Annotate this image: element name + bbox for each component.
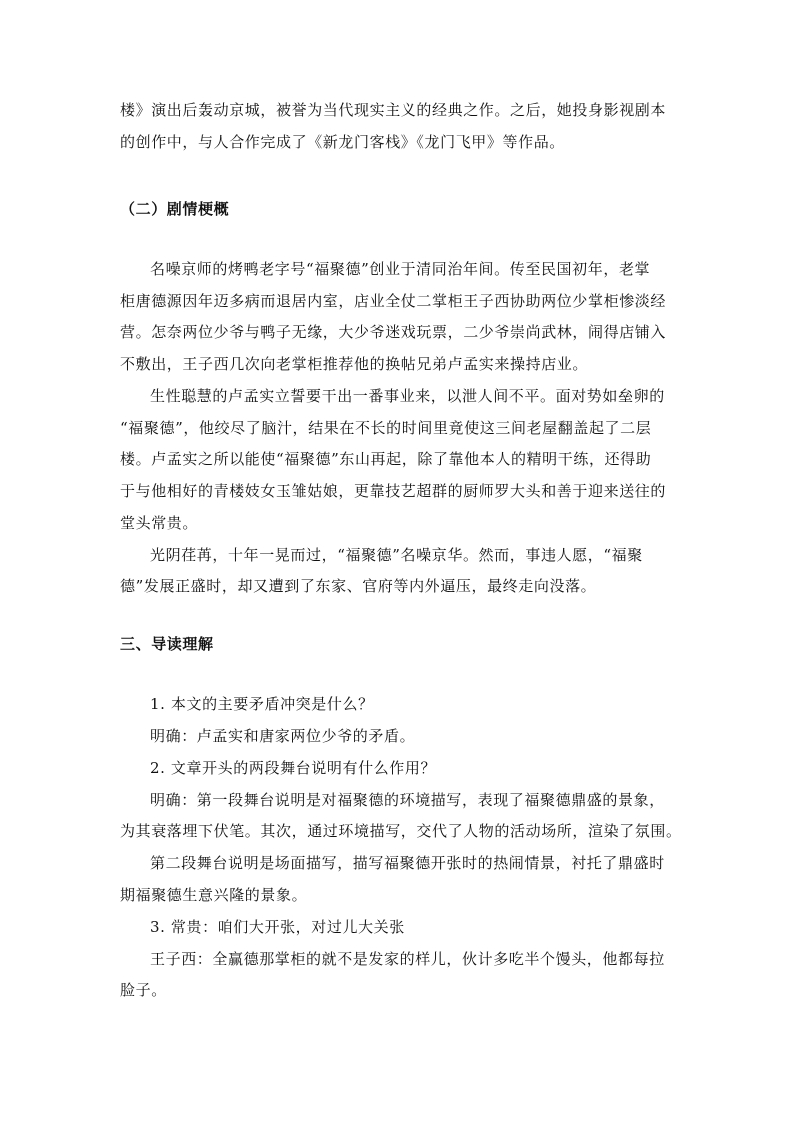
quote-line-1: 王子西：全赢德那掌柜的就不是发家的样儿，伙计多吃半个馒头，他都每拉: [150, 950, 665, 968]
section-title: 三、导读理解: [120, 635, 214, 653]
answer-1: 明确：卢孟实和唐家两位少爷的矛盾。: [150, 727, 416, 745]
question-1: 1. 本文的主要矛盾冲突是什么？: [150, 695, 374, 713]
plot-p1-line-1: 名噪京师的烤鸭老字号“福聚德”创业于清同治年间。传至民国初年，老掌: [150, 260, 651, 278]
intro-line-2: 的创作中，与人合作完成了《新龙门客栈》《龙门飞甲》等作品。: [120, 133, 565, 151]
answer-2-line-1: 明确：第一段舞台说明是对福聚德的环境描写，表现了福聚德鼎盛的景象，: [150, 791, 665, 809]
plot-p3-line-2: 德”发展正盛时，却又遭到了东家、官府等内外逼压，最终走向没落。: [120, 577, 597, 595]
answer-2-line-3: 第二段舞台说明是场面描写，描写福聚德开张时的热闹情景，衬托了鼎盛时: [150, 854, 665, 872]
answer-2-line-2: 为其衰落埋下伏笔。其次，通过环境描写，交代了人物的活动场所，渲染了氛围。: [120, 822, 682, 840]
question-2: 2. 文章开头的两段舞台说明有什么作用？: [150, 759, 437, 777]
plot-p2-line-3: 楼。卢孟实之所以能使“福聚德”东山再起，除了靠他本人的精明干练，还得助: [120, 450, 652, 468]
plot-p1-line-3: 营。怎奈两位少爷与鸭子无缘，大少爷迷戏玩票，二少爷崇尚武林，闹得店铺入: [120, 323, 667, 341]
plot-p2-line-4: 于与他相好的青楼妓女玉雏姑娘，更靠技艺超群的厨师罗大头和善于迎来送往的: [120, 482, 667, 500]
plot-p1-line-2: 柜唐德源因年迈多病而退居内室，店业全仗二掌柜王子西协助两位少掌柜惨淡经: [120, 292, 667, 310]
plot-p3-line-1: 光阴荏苒，十年一晃而过，“福聚德”名噪京华。然而，事违人愿，“福聚: [150, 546, 643, 564]
quote-line-2: 脸子。: [120, 981, 167, 999]
intro-line-1: 楼》演出后轰动京城，被誉为当代现实主义的经典之作。之后，她投身影视剧本: [120, 101, 667, 119]
plot-p2-line-1: 生性聪慧的卢孟实立誓要干出一番事业来，以泄人间不平。面对势如垒卵的: [150, 387, 665, 405]
answer-2-line-4: 期福聚德生意兴隆的景象。: [120, 886, 308, 904]
plot-p2-line-5: 堂头常贵。: [120, 514, 199, 532]
question-3: 3. 常贵：咱们大开张，对过儿大关张: [150, 918, 405, 936]
plot-p2-line-2: “福聚德”，他绞尽了脑汁，结果在不长的时间里竟使这三间老屋翻盖起了二层: [120, 419, 652, 437]
subsection-title: （二）剧情梗概: [120, 200, 230, 218]
plot-p1-line-4: 不敷出，王子西几次向老掌柜推荐他的换帖兄弟卢孟实来操持店业。: [120, 355, 589, 373]
